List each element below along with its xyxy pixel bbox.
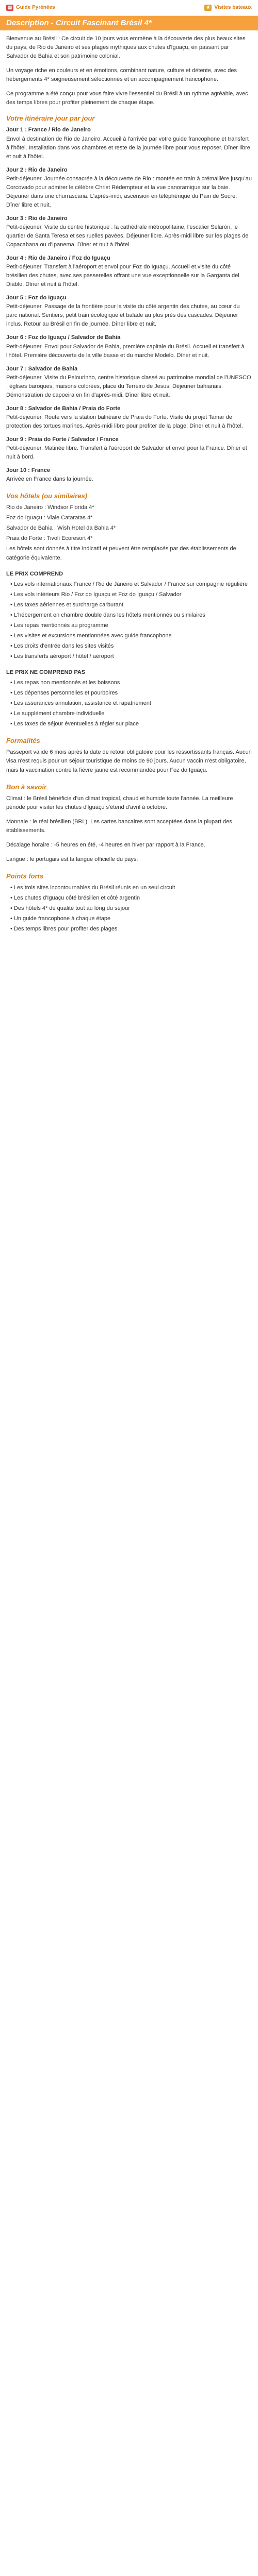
day-title: Jour 9 : Praia do Forte / Salvador / France [6, 436, 119, 443]
day-body: Petit-déjeuner. Visite du centre historique : la cathédrale métropolitaine, l'escalier Selarón, le quartier de Santa Teresa et ses ruelles pavées. Déjeuner libre. Après-midi libre sur les plages de Copacabana ou d'Ipanema. Dîner et nuit à l'hôtel. [6, 224, 249, 248]
title-band [0, 16, 258, 30]
not-included-item: • Les taxes de séjour éventuelles à régler sur place [10, 721, 139, 727]
day-body: Petit-déjeuner. Envol pour Salvador de Bahia, première capitale du Brésil. Accueil et transfert à l'hôtel. Première découverte de la ville basse et du marché Modelo. Dîner et nuit. [6, 343, 245, 359]
pdf-guide-label: Guide Pyrénées [16, 5, 55, 11]
not-included-item: • Les dépenses personnelles et pourboires [10, 690, 118, 697]
good-to-know-heading: Bon à savoir [6, 783, 47, 791]
favorite-label: Visites bateaux [214, 5, 252, 11]
included-item: • Les repas mentionnés au programme [10, 622, 108, 629]
not-included-item: • Les repas non mentionnés et les boissons [10, 680, 120, 686]
strengths-section [6, 871, 252, 934]
strength-item: • Un guide francophone à chaque étape [10, 916, 111, 922]
included-section [6, 570, 252, 661]
day-title: Jour 3 : Rio de Janeiro [6, 215, 68, 222]
day-body: Petit-déjeuner. Matinée libre. Transfert à l'aéroport de Salvador et envol pour la France. Dîner et nuit à bord. [6, 445, 247, 461]
not-included-heading: LE PRIX NE COMPREND PAS [6, 669, 86, 675]
included-item: • Les droits d'entrée dans les sites visités [10, 642, 114, 649]
day-body: Petit-déjeuner. Visite du Pelourinho, centre historique classé au patrimoine mondial de l'UNESCO : églises baroques, maisons colorées, place du Terreiro de Jesus. Déjeuner bahianais. Démonstration de capoeira en fin d'après-midi. Dîner libre et nuit. [6, 374, 251, 398]
day-body: Petit-déjeuner. Transfert à l'aéroport et envol pour Foz do Iguaçu. Accueil et visite du côté brésilien des chutes, avec ses passerelles offrant une vue exceptionnelle sur la Garganta del Diablo. Dîner et nuit à l'hôtel. [6, 264, 239, 288]
formalities-heading: Formalités [6, 737, 40, 745]
hotels-section [6, 491, 252, 562]
favorite-link[interactable] [204, 4, 252, 12]
day-title: Jour 1 : France / Rio de Janeiro [6, 127, 91, 133]
hotel-item: Salvador de Bahia : Wish Hotel da Bahia 4* [6, 525, 116, 532]
page-title: Description - Circuit Fascinant Brésil 4* [6, 19, 152, 27]
pdf-guide-link[interactable] [6, 4, 55, 12]
star-icon: ★ [204, 5, 212, 11]
pdf-icon: ▤ [6, 5, 13, 11]
day-title: Jour 5 : Foz do Iguaçu [6, 295, 67, 301]
intro-paragraph: Ce programme a été conçu pour vous faire vivre l'essentiel du Brésil à un rythme agréable, avec des temps libres pour profiter pleinement de chaque étape. [6, 91, 248, 106]
day-title: Jour 10 : France [6, 467, 50, 474]
day-body: Petit-déjeuner. Route vers la station balnéaire de Praia do Forte. Visite du projet Tamar de protection des tortues marines. Après-midi libre pour profiter de la plage. Dîner et nuit à l'hôtel. [6, 414, 243, 429]
hotel-item: Foz do Iguaçu : Viale Cataratas 4* [6, 515, 93, 521]
hotel-item: Rio de Janeiro : Windsor Florida 4* [6, 504, 94, 511]
day-body: Envol à destination de Rio de Janeiro. Accueil à l'arrivée par votre guide francophone et transfert à l'hôtel. Installation dans vos chambres et reste de la journée libre pour vous reposer. Dîner libre et nuit à l'hôtel. [6, 135, 250, 160]
day-body: Petit-déjeuner. Passage de la frontière pour la visite du côté argentin des chutes, au cœur du parc national. Sentiers, petit train écologique et balade au plus près des cascades. Déjeuner inclus. Retour au Brésil en fin de journée. Dîner libre et nuit. [6, 303, 240, 328]
good-to-know-item: Monnaie : le réal brésilien (BRL). Les cartes bancaires sont acceptées dans la plupart des établissements. [6, 818, 232, 834]
intro-paragraph: Bienvenue au Brésil ! Ce circuit de 10 jours vous emmène à la découverte des plus beaux sites du pays, de Rio de Janeiro et ses plages mythiques aux chutes d'Iguaçu, en passant par Salvador de Bahia et son patrimoine colonial. [6, 36, 246, 60]
included-item: • L'hébergement en chambre double dans les hôtels mentionnés ou similaires [10, 612, 205, 618]
included-item: • Les vols intérieurs Rio / Foz do Iguaçu et Foz do Iguaçu / Salvador [10, 591, 182, 598]
itinerary-section [6, 113, 252, 484]
formalities-text: Passeport valide 6 mois après la date de retour obligatoire pour les ressortissants français. Aucun visa n'est requis pour un séjour touristique de moins de 90 jours. Aucun vaccin n'est obligatoire, mais la vaccination contre la fièvre jaune est recommandée pour Foz do Iguaçu. [6, 749, 252, 773]
good-to-know-item: Climat : le Brésil bénéficie d'un climat tropical, chaud et humide toute l'année. La meilleure période pour visiter les chutes d'Iguaçu s'étend d'avril à octobre. [6, 795, 233, 810]
day-title: Jour 6 : Foz do Iguaçu / Salvador de Bahia [6, 334, 121, 341]
included-item: • Les vols internationaux France / Rio de Janeiro et Salvador / France sur compagnie régulière [10, 581, 248, 587]
strength-item: • Les trois sites incontournables du Brésil réunis en un seul circuit [10, 885, 175, 891]
hotels-note: Les hôtels sont donnés à titre indicatif et peuvent être remplacés par des établissements de catégorie équivalente. [6, 546, 236, 561]
itinerary-heading: Votre itinéraire jour par jour [6, 114, 95, 123]
day-body: Petit-déjeuner. Journée consacrée à la découverte de Rio : montée en train à crémaillère jusqu'au Corcovado pour admirer le célèbre Christ Rédempteur et la vue panoramique sur la baie. Déjeuner dans une churrascaria. L'après-midi, ascension en téléphérique du Pain de Sucre. Dîner libre et nuit. [6, 175, 252, 208]
strength-item: • Les chutes d'Iguaçu côté brésilien et côté argentin [10, 895, 140, 902]
hotels-heading: Vos hôtels (ou similaires) [6, 492, 88, 500]
content [0, 30, 258, 961]
not-included-section [6, 668, 252, 728]
day-title: Jour 2 : Rio de Janeiro [6, 166, 68, 173]
included-heading: LE PRIX COMPREND [6, 570, 63, 577]
strengths-heading: Points forts [6, 872, 44, 880]
strength-item: • Des hôtels 4* de qualité tout au long du séjour [10, 905, 130, 912]
included-item: • Les transferts aéroport / hôtel / aéroport [10, 653, 114, 659]
not-included-item: • Le supplément chambre individuelle [10, 710, 105, 717]
good-to-know-item: Décalage horaire : -5 heures en été, -4 heures en hiver par rapport à la France. [6, 841, 205, 848]
day-body: Arrivée en France dans la journée. [6, 476, 93, 483]
strength-item: • Des temps libres pour profiter des plages [10, 926, 118, 933]
day-title: Jour 7 : Salvador de Bahia [6, 365, 78, 372]
day-title: Jour 4 : Rio de Janeiro / Foz do Iguaçu [6, 255, 110, 262]
included-item: • Les visites et excursions mentionnées avec guide francophone [10, 632, 172, 639]
not-included-item: • Les assurances annulation, assistance et rapatriement [10, 700, 151, 707]
intro-paragraph: Un voyage riche en couleurs et en émotions, combinant nature, culture et détente, avec des hébergements 4* soigneusement sélectionnés et un accompagnement francophone. [6, 67, 237, 83]
good-to-know-section [6, 782, 252, 864]
top-bar [0, 0, 258, 16]
day-title: Jour 8 : Salvador de Bahia / Praia do Forte [6, 405, 121, 412]
formalities-section [6, 736, 252, 774]
good-to-know-item: Langue : le portugais est la langue officielle du pays. [6, 856, 138, 862]
included-item: • Les taxes aériennes et surcharge carburant [10, 601, 124, 608]
hotel-item: Praia do Forte : Tivoli Ecoresort 4* [6, 535, 93, 542]
